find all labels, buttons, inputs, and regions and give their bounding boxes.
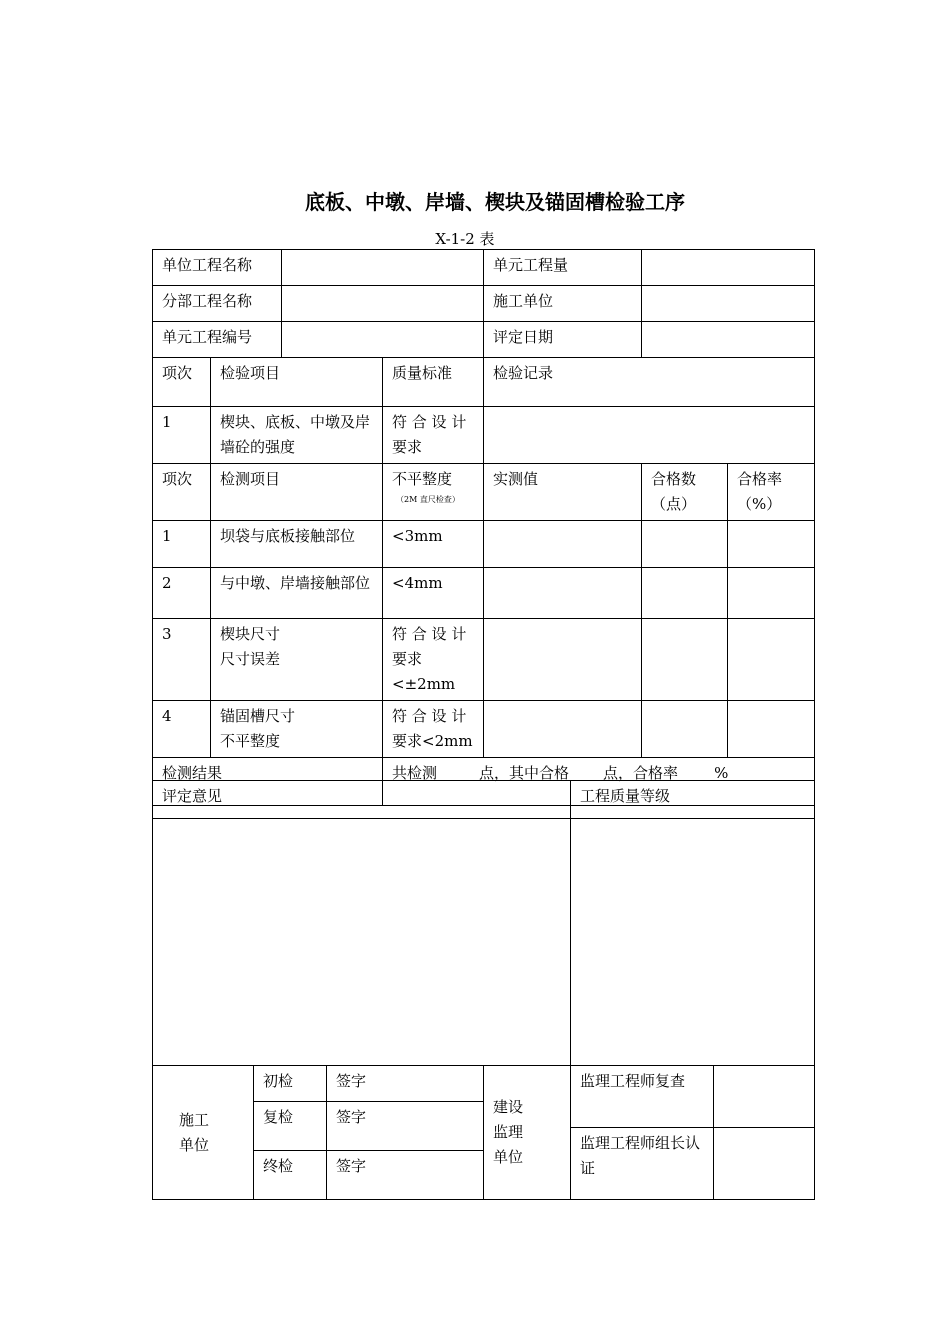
element-project-no-label: 单元工程编号 bbox=[153, 322, 282, 358]
construction-unit-line: 施工 bbox=[179, 1110, 210, 1129]
col-flatness-note: （2M 直尺检查） bbox=[396, 495, 460, 504]
table-row bbox=[153, 619, 815, 701]
measure-row-no: 4 bbox=[153, 701, 211, 758]
col-flatness bbox=[383, 464, 484, 521]
evaluation-table bbox=[152, 780, 815, 1066]
result-text: 共检测 bbox=[392, 764, 438, 782]
col-measured-value: 实测值 bbox=[484, 464, 642, 521]
engineer-leader-cert-label: 监理工程师组长认证 bbox=[571, 1128, 714, 1200]
second-check-sign[interactable]: 签字 bbox=[327, 1102, 484, 1151]
measure-row-item: 坝袋与底板接触部位 bbox=[211, 521, 383, 568]
element-project-qty-field[interactable] bbox=[642, 250, 815, 286]
element-project-no-field[interactable] bbox=[282, 322, 484, 358]
col-measure-item: 检测项目 bbox=[211, 464, 383, 521]
measure-row-value-field[interactable] bbox=[484, 619, 642, 701]
form-title: 底板、中墩、岸墙、楔块及锚固槽检验工序 bbox=[305, 190, 685, 214]
unit-project-name-field[interactable] bbox=[282, 250, 484, 286]
first-check-label: 初检 bbox=[254, 1066, 327, 1102]
supervision-unit-cell bbox=[484, 1066, 571, 1200]
measure-row-standard-line: <±2mm bbox=[392, 675, 456, 693]
inspection-row-item: 楔块、底板、中墩及岸墙砼的强度 bbox=[211, 407, 383, 464]
sub-project-name-label: 分部工程名称 bbox=[153, 286, 282, 322]
measure-row-item bbox=[211, 619, 383, 701]
result-label: 检测结果 bbox=[153, 758, 383, 806]
eval-date-label: 评定日期 bbox=[484, 322, 642, 358]
first-check-sign[interactable]: 签字 bbox=[327, 1066, 484, 1102]
grade-label: 工程质量等级 bbox=[571, 781, 815, 819]
measure-row-value-field[interactable] bbox=[484, 568, 642, 619]
measure-row-item: 与中墩、岸墙接触部位 bbox=[211, 568, 383, 619]
table-row bbox=[153, 568, 815, 619]
measure-row-pass-count-field[interactable] bbox=[642, 521, 728, 568]
second-check-label: 复检 bbox=[254, 1102, 327, 1151]
final-check-label: 终检 bbox=[254, 1151, 327, 1200]
measure-row-pass-count-field[interactable] bbox=[642, 619, 728, 701]
col-pass-rate bbox=[728, 464, 815, 521]
inspection-row-standard: 符 合 设 计 要求 bbox=[383, 407, 484, 464]
eval-date-field[interactable] bbox=[642, 322, 815, 358]
supervision-unit-line: 建设 bbox=[493, 1098, 524, 1116]
engineer-review-field[interactable] bbox=[714, 1066, 815, 1128]
sub-project-name-field[interactable] bbox=[282, 286, 484, 322]
measure-row-standard-line: 符 合 设 计 bbox=[392, 707, 467, 725]
construction-unit-cell bbox=[153, 1066, 254, 1200]
col-pass-count bbox=[642, 464, 728, 521]
measure-row-standard: <4mm bbox=[383, 568, 484, 619]
measure-row-item-line: 不平整度 bbox=[220, 732, 281, 750]
measure-row-no: 1 bbox=[153, 521, 211, 568]
measure-row-item-line: 锚固槽尺寸 bbox=[220, 707, 296, 725]
col-quality-standard: 质量标准 bbox=[383, 358, 484, 407]
element-project-qty-label: 单元工程量 bbox=[484, 250, 642, 286]
construction-unit-field[interactable] bbox=[642, 286, 815, 322]
measure-row-item-line: 楔块尺寸 bbox=[220, 625, 281, 643]
inspection-table bbox=[152, 249, 815, 806]
table-row bbox=[153, 521, 815, 568]
measure-row-standard-line: 符 合 设 计 bbox=[392, 625, 467, 643]
engineer-review-label: 监理工程师复查 bbox=[571, 1066, 714, 1128]
measure-row-pass-rate-field[interactable] bbox=[728, 619, 815, 701]
inspection-row-record-field[interactable] bbox=[484, 407, 815, 464]
supervision-unit-line: 监理 bbox=[493, 1123, 524, 1141]
measure-row-pass-rate-field[interactable] bbox=[728, 701, 815, 758]
result-text: % bbox=[714, 764, 729, 782]
col-flatness-label: 不平整度 bbox=[392, 470, 453, 488]
measure-row-pass-count-field[interactable] bbox=[642, 568, 728, 619]
measure-row-no: 2 bbox=[153, 568, 211, 619]
unit-project-name-label: 单位工程名称 bbox=[153, 250, 282, 286]
opinion-field[interactable] bbox=[153, 819, 571, 1066]
measure-row-no: 3 bbox=[153, 619, 211, 701]
inspection-row-no: 1 bbox=[153, 407, 211, 464]
result-text: 点，合格率 bbox=[603, 764, 679, 782]
measure-row-standard bbox=[383, 619, 484, 701]
measure-row-standard: <3mm bbox=[383, 521, 484, 568]
col-inspection-item: 检验项目 bbox=[211, 358, 383, 407]
measure-row-standard bbox=[383, 701, 484, 758]
measure-row-item bbox=[211, 701, 383, 758]
col-item-no: 项次 bbox=[153, 358, 211, 407]
col-pass-count-unit: （点） bbox=[651, 495, 697, 513]
measure-row-pass-count-field[interactable] bbox=[642, 701, 728, 758]
final-check-sign[interactable]: 签字 bbox=[327, 1151, 484, 1200]
construction-unit-line: 单位 bbox=[179, 1135, 210, 1154]
col-pass-rate-label: 合格率 bbox=[737, 470, 783, 488]
engineer-leader-cert-field[interactable] bbox=[714, 1128, 815, 1200]
measure-row-value-field[interactable] bbox=[484, 701, 642, 758]
measure-row-standard-line: 要求 bbox=[392, 650, 423, 668]
col-measure-no: 项次 bbox=[153, 464, 211, 521]
signoff-table bbox=[152, 1065, 815, 1200]
measure-row-standard-line: 要求<2mm bbox=[392, 732, 473, 750]
col-pass-rate-unit: （%） bbox=[737, 495, 782, 513]
result-text: 点，其中合格 bbox=[479, 764, 570, 782]
form-number: X-1-2 表 bbox=[435, 230, 495, 248]
table-row bbox=[153, 701, 815, 758]
col-pass-count-label: 合格数 bbox=[651, 470, 697, 488]
grade-field[interactable] bbox=[571, 819, 815, 1066]
measure-row-pass-rate-field[interactable] bbox=[728, 568, 815, 619]
measure-row-pass-rate-field[interactable] bbox=[728, 521, 815, 568]
col-inspection-record: 检验记录 bbox=[484, 358, 815, 407]
measure-row-item-line: 尺寸误差 bbox=[220, 650, 281, 668]
measure-row-value-field[interactable] bbox=[484, 521, 642, 568]
opinion-label: 评定意见 bbox=[153, 781, 571, 819]
supervision-unit-line: 单位 bbox=[493, 1148, 524, 1166]
construction-unit-label: 施工单位 bbox=[484, 286, 642, 322]
